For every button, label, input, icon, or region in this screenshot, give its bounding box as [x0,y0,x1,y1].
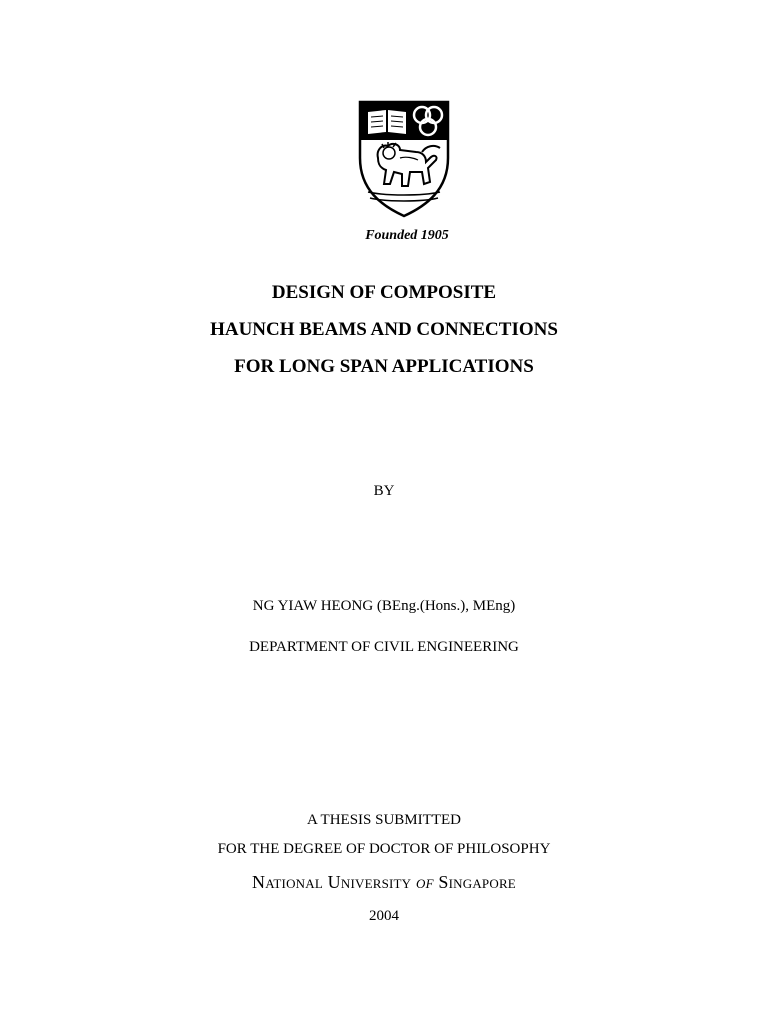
thesis-title-line-3: FOR LONG SPAN APPLICATIONS [234,356,534,377]
university-name-part-3: Singapore [433,872,516,892]
by-label: BY [373,483,395,499]
author-name: NG YIAW HEONG (BEng.(Hons.), MEng) [252,598,516,614]
university-name [0,872,768,893]
submission-line-1: A THESIS SUBMITTED [307,812,461,828]
university-crest-icon [356,98,452,218]
university-name-part-1: National University [252,872,416,892]
university-crest [352,92,462,258]
crest-motto: Founded 1905 [365,228,449,243]
submission-line-2: FOR THE DEGREE OF DOCTOR OF PHILOSOPHY [217,841,551,857]
thesis-title-line-1: DESIGN OF COMPOSITE [271,282,497,303]
submission-year: 2004 [369,908,399,924]
university-name-part-2: of [415,872,434,892]
department-name: DEPARTMENT OF CIVIL ENGINEERING [249,639,519,655]
thesis-title-line-2: HAUNCH BEAMS AND CONNECTIONS [210,319,558,340]
